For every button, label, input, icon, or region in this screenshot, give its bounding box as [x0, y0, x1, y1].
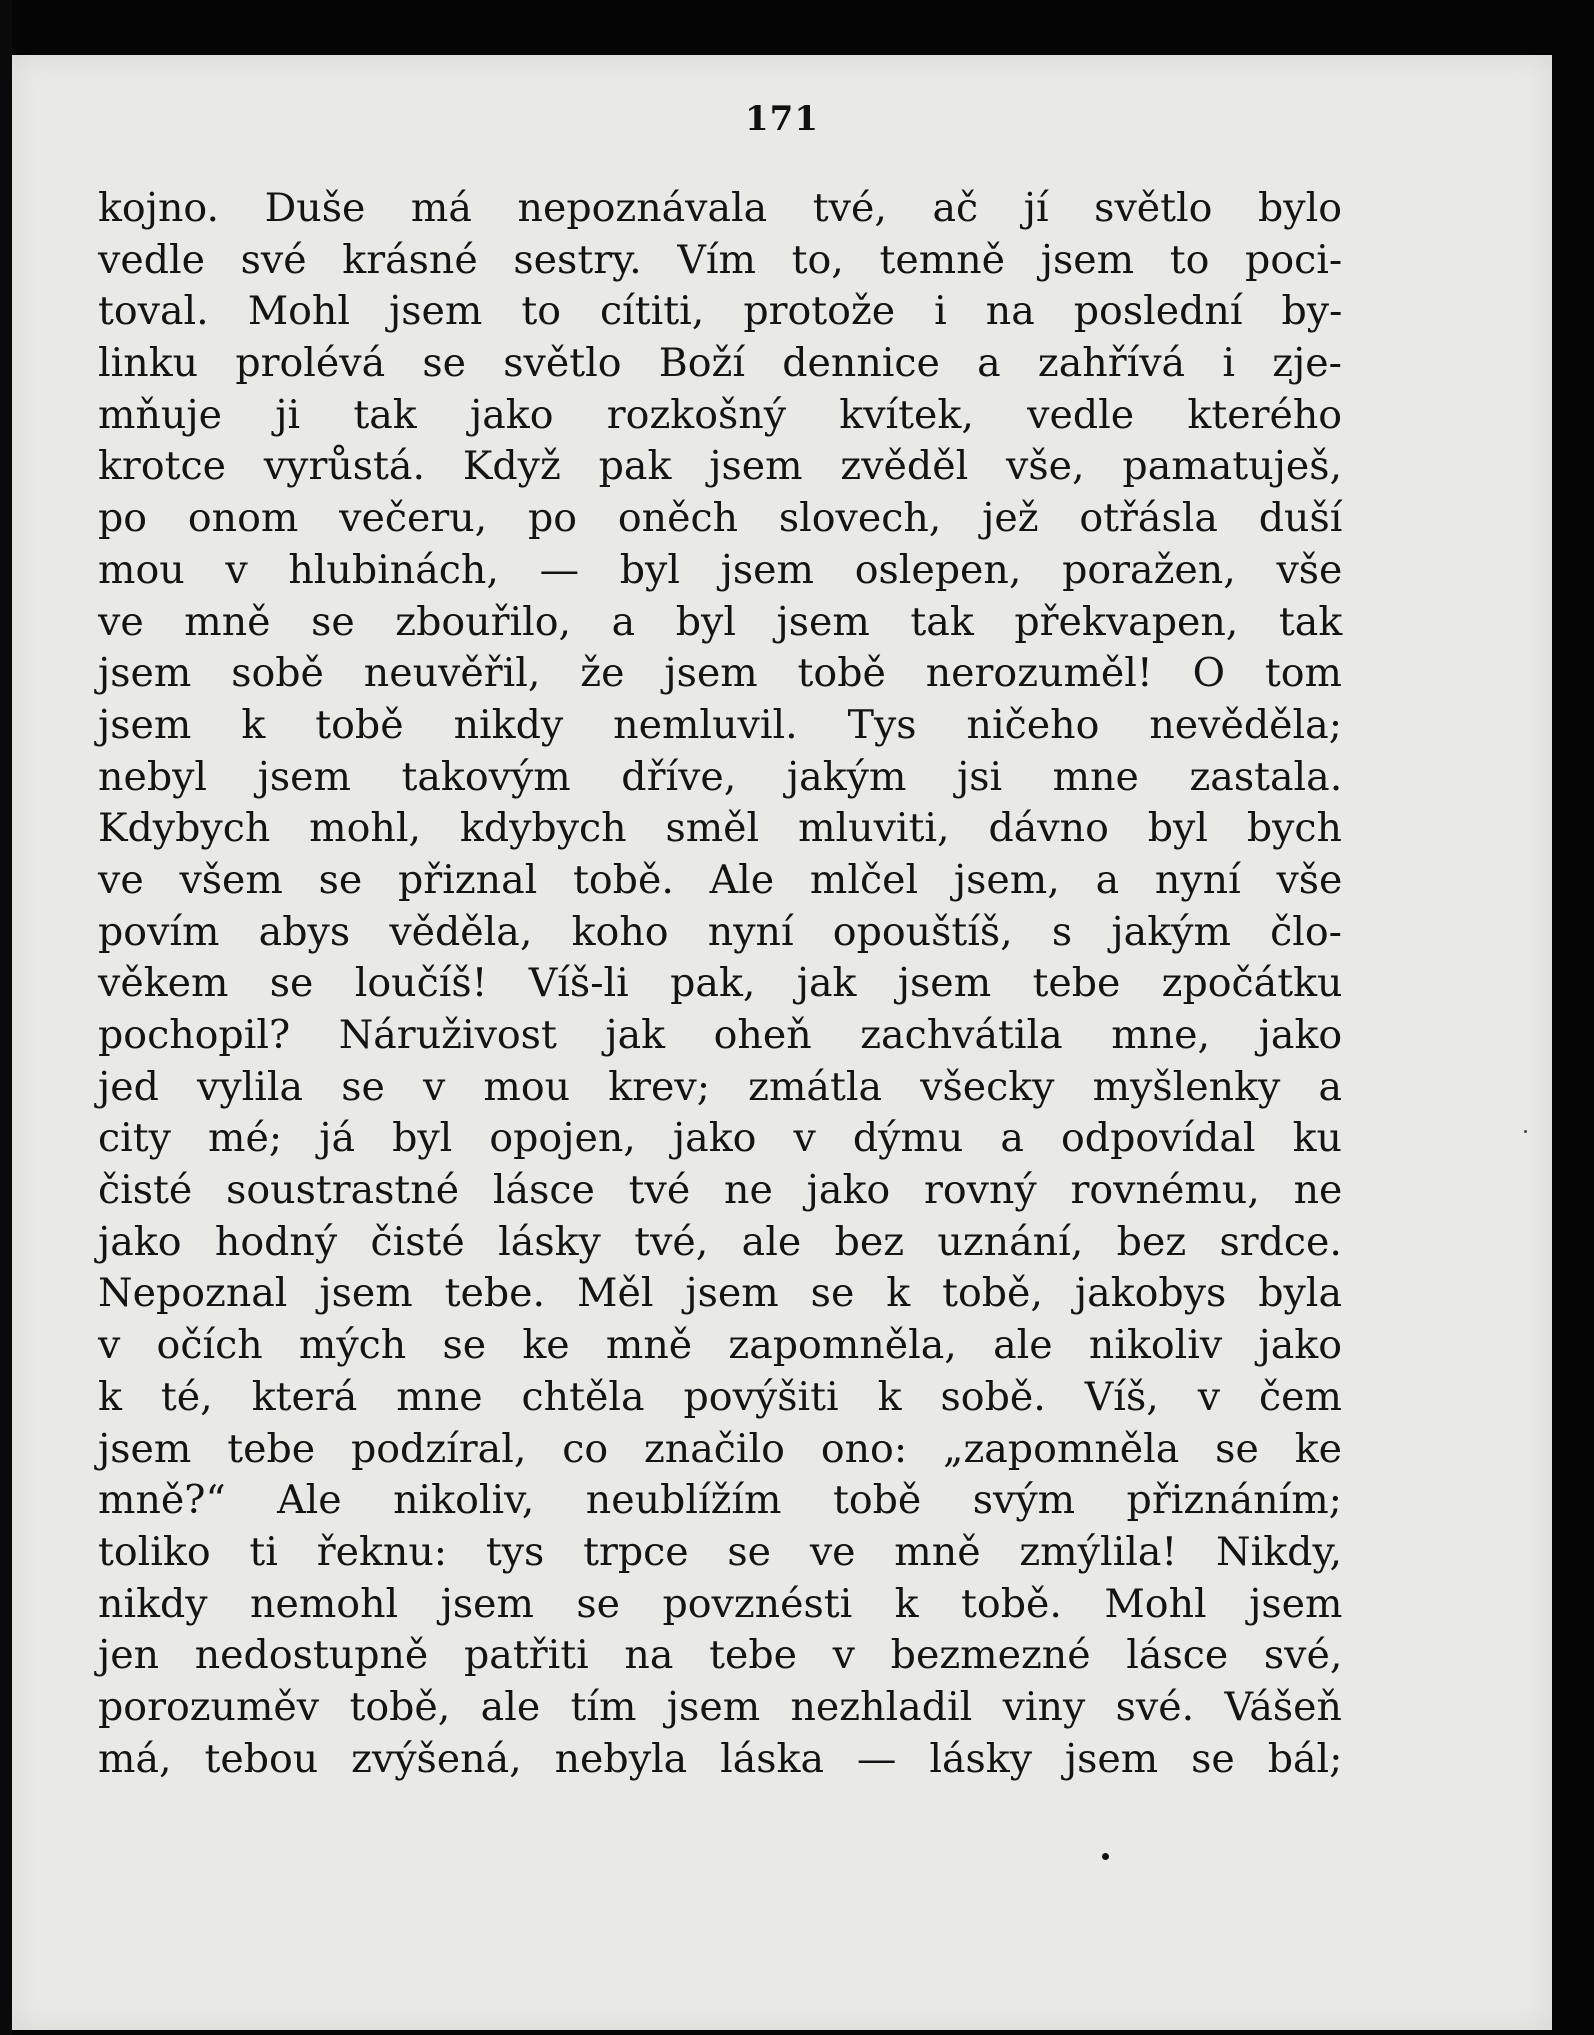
text-line: mně?“ Ale nikoliv, neublížím tobě svým přiznáním; — [98, 1477, 1342, 1524]
body-text — [98, 183, 1342, 1785]
text-line: toliko ti řeknu: tys trpce se ve mně zmýlila! Nikdy, — [98, 1528, 1343, 1575]
text-line: ve všem se přiznal tobě. Ale mlčel jsem, a nyní vše — [98, 856, 1343, 903]
text-line: jako hodný čisté lásky tvé, ale bez uznání, bez srdce. — [98, 1218, 1342, 1265]
text-line: porozuměv tobě, ale tím jsem nezhladil viny své. Vášeň — [98, 1683, 1342, 1730]
text-line: toval. Mohl jsem to cítiti, protože i na poslední by- — [98, 288, 1343, 335]
text-line: kojno. Duše má nepoznávala tvé, ač jí světlo bylo — [98, 185, 1342, 231]
book-page — [12, 55, 1552, 2030]
text-line: k té, která mne chtěla povýšiti k sobě. Víš, v čem — [98, 1373, 1342, 1420]
text-line: mňuje ji tak jako rozkošný kvítek, vedle kterého — [98, 391, 1343, 438]
text-line: vedle své krásné sestry. Vím to, temně jsem to poci- — [98, 236, 1343, 283]
text-line: pochopil? Náruživost jak oheň zachvátila mne, jako — [98, 1012, 1343, 1058]
text-line: mou v hlubinách, — byl jsem oslepen, poražen, vše — [98, 546, 1343, 593]
text-line: nebyl jsem takovým dříve, jakým jsi mne zastala. — [98, 753, 1343, 800]
text-line: jsem tebe podzíral, co značilo ono: „zapomněla se ke — [98, 1425, 1342, 1472]
text-line: Kdybych mohl, kdybych směl mluviti, dávno byl bych — [98, 805, 1342, 852]
text-line: věkem se loučíš! Víš-li pak, jak jsem tebe zpočátku — [98, 960, 1343, 1007]
page-number: 171 — [745, 99, 819, 139]
book-binding-edge — [0, 0, 12, 2035]
ink-speck — [1524, 1130, 1527, 1133]
text-line: ve mně se zbouřilo, a byl jsem tak překvapen, tak — [98, 598, 1343, 645]
ink-speck — [1102, 1853, 1109, 1860]
text-line: jsem sobě neuvěřil, že jsem tobě nerozuměl! O tom — [98, 650, 1342, 697]
text-line: jed vylila se v mou krev; zmátla všecky myšlenky a — [98, 1063, 1342, 1110]
text-line: city mé; já byl opojen, jako v dýmu a odpovídal ku — [98, 1115, 1342, 1162]
text-line: krotce vyrůstá. Když pak jsem zvěděl vše, pamatuješ, — [98, 443, 1343, 490]
text-line: má, tebou zvýšená, nebyla láska — lásky jsem se bál; — [98, 1735, 1343, 1782]
text-line: linku prolévá se světlo Boží dennice a zahřívá i zje- — [98, 340, 1342, 387]
text-line: po onom večeru, po oněch slovech, jež otřásla duší — [98, 495, 1343, 542]
text-line: jen nedostupně patřiti na tebe v bezmezné lásce své, — [98, 1632, 1343, 1679]
text-line: čisté soustrastné lásce tvé ne jako rovný rovnému, ne — [98, 1167, 1343, 1214]
text-line: jsem k tobě nikdy nemluvil. Tys ničeho nevěděla; — [98, 701, 1342, 748]
text-line: nikdy nemohl jsem se povznésti k tobě. Mohl jsem — [98, 1580, 1343, 1627]
text-line: v očích mých se ke mně zapomněla, ale nikoliv jako — [98, 1322, 1342, 1369]
text-line: Nepoznal jsem tebe. Měl jsem se k tobě, jakobys byla — [98, 1270, 1342, 1317]
text-line: povím abys věděla, koho nyní opouštíš, s jakým člo- — [98, 908, 1342, 955]
